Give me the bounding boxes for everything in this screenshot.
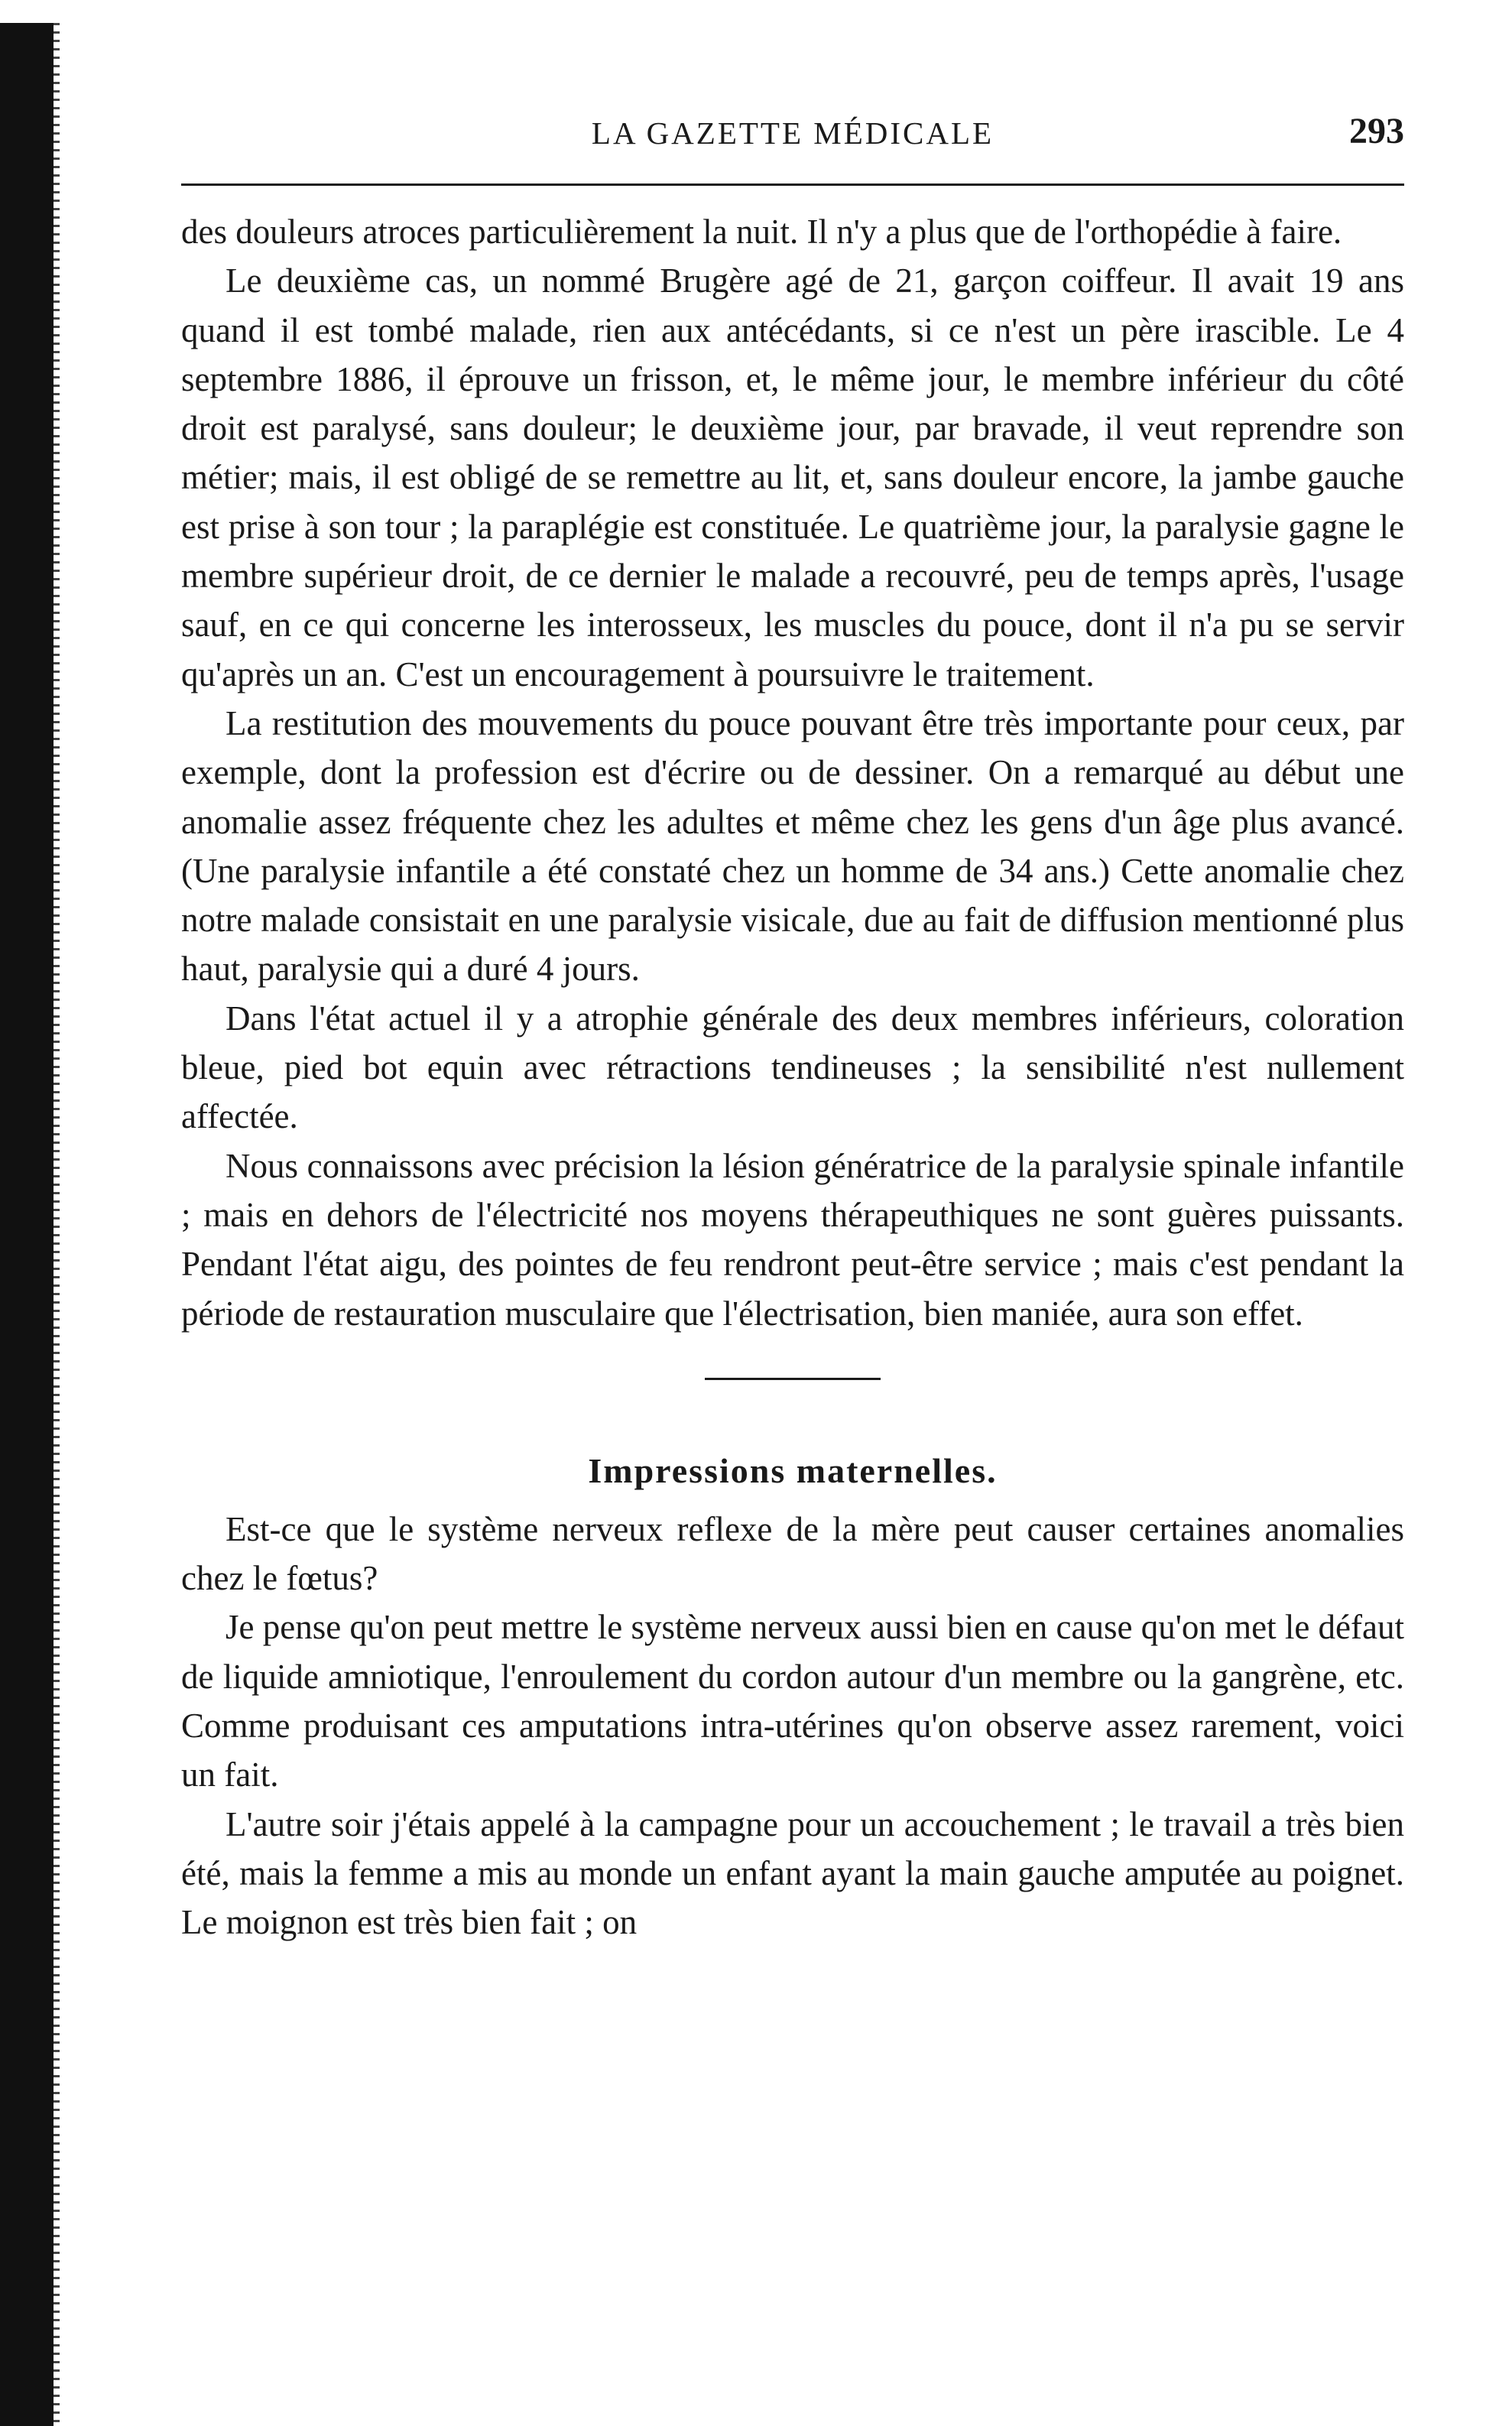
page-binding-edge xyxy=(0,23,54,2426)
book-page xyxy=(181,111,1404,1947)
section-text xyxy=(181,1505,1404,1947)
section-paragraph: Je pense qu'on peut mettre le système nerveux aussi bien en cause qu'on met le défaut de liquide amniotique, l'enroulement du cordon autour d'un membre ou la gangrène, etc. Comme produisant ces amputations intra-utérines qu'on observe assez rarement, voici un fait. xyxy=(181,1608,1404,1794)
body-text xyxy=(181,207,1404,1338)
paragraph-treatment: Nous connaissons avec précision la lésion génératrice de la paralysie spinale infantile ; mais en dehors de l'électricité nos moyens thérapeuthiques ne sont guères puissants. Pendant l'état aigu, des pointes de feu rendront peut-être service ; mais c'est pendant la période de restauration musculaire que l'électrisation, bien maniée, aura son effet. xyxy=(181,1146,1404,1333)
paragraph-second-case: Le deuxième cas, un nommé Brugère agé de 21, garçon coiffeur. Il avait 19 ans quand il est tombé malade, rien aux antécédants, si ce n'est un père irascible. Le 4 septembre 1886, il éprouve un frisson, et, le même jour, le membre inférieur du côté droit est paralysé, sans douleur; le deuxième jour, par bravade, il veut reprendre son métier; mais, il est obligé de se remettre au lit, et, sans douleur encore, la jambe gauche est prise à son tour ; la paraplégie est constituée. Le quatrième jour, la paralysie gagne le membre supérieur droit, de ce dernier le malade a recouvré, peu de temps après, l'usage sauf, en ce qui concerne les interosseux, les muscles du pouce, dont il n'a pu se servir qu'après un an. C'est un encouragement à poursuivre le traitement. xyxy=(181,261,1404,693)
paragraph-current-state: Dans l'état actuel il y a atrophie générale des deux membres inférieurs, coloration bleue, pied bot equin avec rétractions tendineuses ; la sensibilité n'est nullement affectée. xyxy=(181,999,1404,1136)
section-divider xyxy=(705,1378,881,1380)
section-paragraph: L'autre soir j'étais appelé à la campagne pour un accouchement ; le travail a très bien été, mais la femme a mis au monde un enfant ayant la main gauche amputée au poignet. Le moignon est très bien fait ; on xyxy=(181,1804,1404,1942)
page-number: 293 xyxy=(1349,111,1404,151)
running-header xyxy=(181,111,1404,168)
paragraph-continuation: des douleurs atroces particulièrement la nuit. Il n'y a plus que de l'orthopédie à faire. xyxy=(181,213,1342,251)
paragraph-thumb-restitution: La restitution des mouvements du pouce pouvant être très importante pour ceux, par exemple, dont la profession est d'écrire ou de dessiner. On a remarqué au début une anomalie assez fréquente chez les adultes et même chez les gens d'un âge plus avancé. (Une paralysie infantile a été constaté chez un homme de 34 ans.) Cette anomalie chez notre malade consistait en une paralysie visicale, due au fait de diffusion mentionné plus haut, paralysie qui a duré 4 jours. xyxy=(181,703,1404,989)
header-rule xyxy=(181,183,1404,186)
section-paragraph: Est-ce que le système nerveux reflexe de la mère peut causer certaines anomalies chez le fœtus? xyxy=(181,1509,1404,1598)
section-heading: Impressions maternelles. xyxy=(588,1450,998,1490)
running-title: LA GAZETTE MÉDICALE xyxy=(591,115,994,151)
